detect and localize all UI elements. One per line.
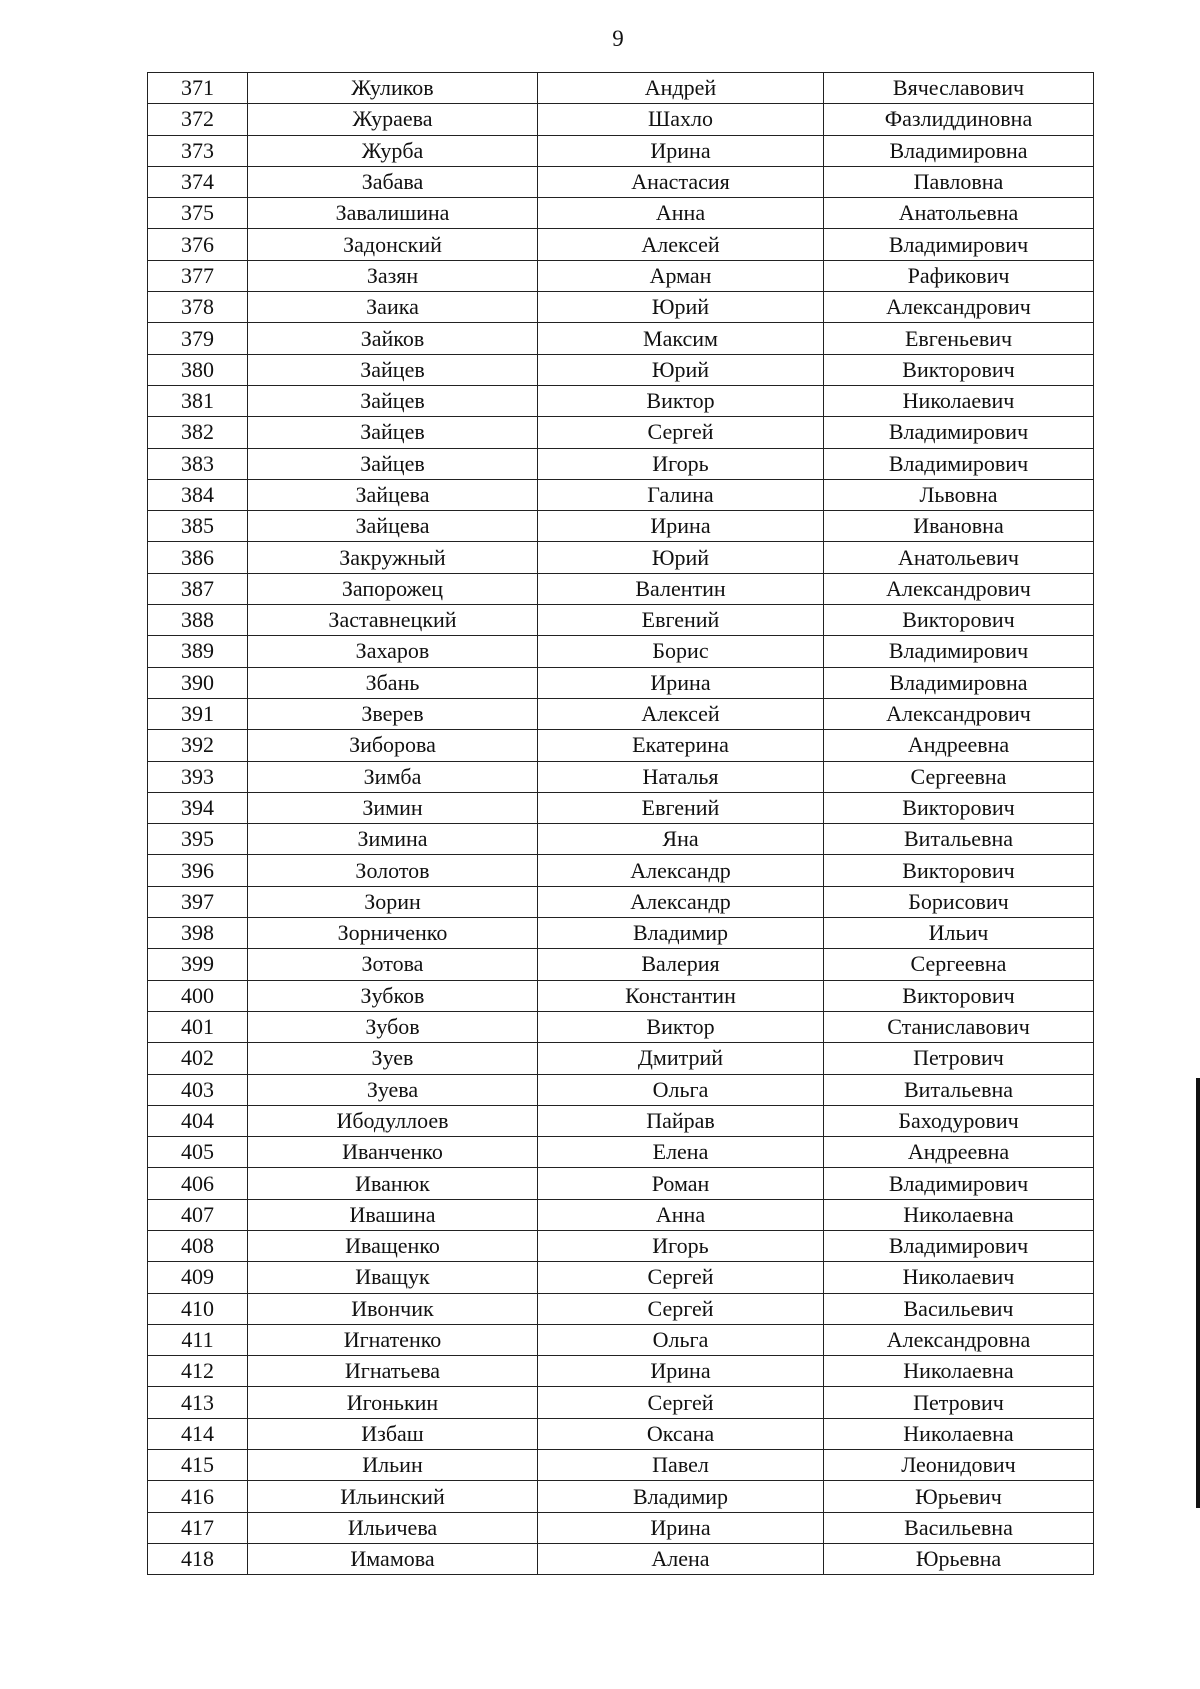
table-row	[148, 166, 1094, 197]
last-name-cell: Закружный	[248, 542, 538, 573]
table-row	[148, 949, 1094, 980]
row-number-cell: 384	[148, 479, 248, 510]
first-name-cell: Ирина	[538, 1512, 824, 1543]
patronymic-cell: Юрьевна	[824, 1543, 1094, 1574]
patronymic-cell: Борисович	[824, 886, 1094, 917]
table-row	[148, 229, 1094, 260]
last-name-cell: Игнатьева	[248, 1356, 538, 1387]
row-number-cell: 412	[148, 1356, 248, 1387]
row-number-cell: 376	[148, 229, 248, 260]
first-name-cell: Игорь	[538, 448, 824, 479]
row-number-cell: 416	[148, 1481, 248, 1512]
row-number-cell: 381	[148, 385, 248, 416]
row-number-cell: 392	[148, 730, 248, 761]
last-name-cell: Иващенко	[248, 1230, 538, 1261]
first-name-cell: Юрий	[538, 542, 824, 573]
last-name-cell: Зимба	[248, 761, 538, 792]
table-row	[148, 761, 1094, 792]
first-name-cell: Борис	[538, 636, 824, 667]
first-name-cell: Максим	[538, 323, 824, 354]
row-number-cell: 389	[148, 636, 248, 667]
patronymic-cell: Андреевна	[824, 730, 1094, 761]
patronymic-cell: Станиславович	[824, 1011, 1094, 1042]
last-name-cell: Зорниченко	[248, 918, 538, 949]
first-name-cell: Александр	[538, 886, 824, 917]
row-number-cell: 414	[148, 1418, 248, 1449]
first-name-cell: Шахло	[538, 104, 824, 135]
patronymic-cell: Витальевна	[824, 824, 1094, 855]
row-number-cell: 391	[148, 698, 248, 729]
row-number-cell: 390	[148, 667, 248, 698]
last-name-cell: Имамова	[248, 1543, 538, 1574]
patronymic-cell: Фазлиддиновна	[824, 104, 1094, 135]
row-number-cell: 402	[148, 1043, 248, 1074]
last-name-cell: Зайцев	[248, 385, 538, 416]
last-name-cell: Забава	[248, 166, 538, 197]
patronymic-cell: Витальевна	[824, 1074, 1094, 1105]
table-row	[148, 1543, 1094, 1574]
table-row	[148, 1230, 1094, 1261]
row-number-cell: 418	[148, 1543, 248, 1574]
first-name-cell: Юрий	[538, 292, 824, 323]
first-name-cell: Алексей	[538, 698, 824, 729]
roster-table	[147, 72, 1094, 1575]
patronymic-cell: Васильевич	[824, 1293, 1094, 1324]
first-name-cell: Арман	[538, 260, 824, 291]
table-row	[148, 1356, 1094, 1387]
patronymic-cell: Викторович	[824, 855, 1094, 886]
patronymic-cell: Рафикович	[824, 260, 1094, 291]
first-name-cell: Ольга	[538, 1324, 824, 1355]
last-name-cell: Жураева	[248, 104, 538, 135]
patronymic-cell: Викторович	[824, 605, 1094, 636]
table-row	[148, 1137, 1094, 1168]
last-name-cell: Иващук	[248, 1262, 538, 1293]
last-name-cell: Зотова	[248, 949, 538, 980]
first-name-cell: Сергей	[538, 1387, 824, 1418]
row-number-cell: 372	[148, 104, 248, 135]
row-number-cell: 411	[148, 1324, 248, 1355]
table-row	[148, 135, 1094, 166]
table-row	[148, 636, 1094, 667]
row-number-cell: 407	[148, 1199, 248, 1230]
last-name-cell: Ильичева	[248, 1512, 538, 1543]
table-row	[148, 792, 1094, 823]
last-name-cell: Зазян	[248, 260, 538, 291]
patronymic-cell: Александрович	[824, 292, 1094, 323]
first-name-cell: Ирина	[538, 667, 824, 698]
last-name-cell: Збань	[248, 667, 538, 698]
last-name-cell: Зубов	[248, 1011, 538, 1042]
first-name-cell: Алена	[538, 1543, 824, 1574]
last-name-cell: Иванченко	[248, 1137, 538, 1168]
first-name-cell: Александр	[538, 855, 824, 886]
patronymic-cell: Анатольевна	[824, 198, 1094, 229]
last-name-cell: Зайцева	[248, 479, 538, 510]
last-name-cell: Ильинский	[248, 1481, 538, 1512]
last-name-cell: Игнатенко	[248, 1324, 538, 1355]
first-name-cell: Виктор	[538, 385, 824, 416]
patronymic-cell: Александрович	[824, 698, 1094, 729]
table-row	[148, 1418, 1094, 1449]
last-name-cell: Золотов	[248, 855, 538, 886]
row-number-cell: 383	[148, 448, 248, 479]
last-name-cell: Зуев	[248, 1043, 538, 1074]
last-name-cell: Избаш	[248, 1418, 538, 1449]
row-number-cell: 417	[148, 1512, 248, 1543]
patronymic-cell: Николаевна	[824, 1418, 1094, 1449]
patronymic-cell: Николаевна	[824, 1356, 1094, 1387]
row-number-cell: 378	[148, 292, 248, 323]
row-number-cell: 395	[148, 824, 248, 855]
last-name-cell: Зайцева	[248, 511, 538, 542]
last-name-cell: Зиборова	[248, 730, 538, 761]
patronymic-cell: Павловна	[824, 166, 1094, 197]
patronymic-cell: Александровна	[824, 1324, 1094, 1355]
first-name-cell: Елена	[538, 1137, 824, 1168]
table-row	[148, 1512, 1094, 1543]
table-row	[148, 605, 1094, 636]
last-name-cell: Зимина	[248, 824, 538, 855]
last-name-cell: Ибодуллоев	[248, 1105, 538, 1136]
scan-edge-mark	[1196, 1078, 1200, 1508]
row-number-cell: 387	[148, 573, 248, 604]
last-name-cell: Зайцев	[248, 354, 538, 385]
patronymic-cell: Сергеевна	[824, 949, 1094, 980]
table-row	[148, 479, 1094, 510]
first-name-cell: Владимир	[538, 1481, 824, 1512]
row-number-cell: 403	[148, 1074, 248, 1105]
table-row	[148, 323, 1094, 354]
first-name-cell: Алексей	[538, 229, 824, 260]
last-name-cell: Иванюк	[248, 1168, 538, 1199]
last-name-cell: Зимин	[248, 792, 538, 823]
table-row	[148, 667, 1094, 698]
patronymic-cell: Викторович	[824, 354, 1094, 385]
table-row	[148, 1293, 1094, 1324]
patronymic-cell: Васильевна	[824, 1512, 1094, 1543]
first-name-cell: Сергей	[538, 417, 824, 448]
first-name-cell: Андрей	[538, 73, 824, 104]
row-number-cell: 401	[148, 1011, 248, 1042]
row-number-cell: 374	[148, 166, 248, 197]
table-row	[148, 73, 1094, 104]
table-row	[148, 855, 1094, 886]
first-name-cell: Игорь	[538, 1230, 824, 1261]
patronymic-cell: Ивановна	[824, 511, 1094, 542]
table-row	[148, 1199, 1094, 1230]
roster-table-body	[148, 73, 1094, 1575]
first-name-cell: Анастасия	[538, 166, 824, 197]
table-row	[148, 104, 1094, 135]
table-row	[148, 292, 1094, 323]
table-row	[148, 511, 1094, 542]
table-row	[148, 1074, 1094, 1105]
last-name-cell: Зайцев	[248, 417, 538, 448]
first-name-cell: Анна	[538, 198, 824, 229]
last-name-cell: Зайцев	[248, 448, 538, 479]
last-name-cell: Задонский	[248, 229, 538, 260]
patronymic-cell: Владимирович	[824, 417, 1094, 448]
row-number-cell: 379	[148, 323, 248, 354]
first-name-cell: Павел	[538, 1450, 824, 1481]
first-name-cell: Юрий	[538, 354, 824, 385]
row-number-cell: 400	[148, 980, 248, 1011]
first-name-cell: Евгений	[538, 792, 824, 823]
patronymic-cell: Петрович	[824, 1043, 1094, 1074]
last-name-cell: Заика	[248, 292, 538, 323]
patronymic-cell: Евгеньевич	[824, 323, 1094, 354]
table-row	[148, 448, 1094, 479]
first-name-cell: Анна	[538, 1199, 824, 1230]
row-number-cell: 397	[148, 886, 248, 917]
patronymic-cell: Викторович	[824, 980, 1094, 1011]
row-number-cell: 410	[148, 1293, 248, 1324]
row-number-cell: 405	[148, 1137, 248, 1168]
last-name-cell: Журба	[248, 135, 538, 166]
patronymic-cell: Николаевич	[824, 1262, 1094, 1293]
page-number: 9	[612, 26, 624, 51]
first-name-cell: Валентин	[538, 573, 824, 604]
patronymic-cell: Сергеевна	[824, 761, 1094, 792]
table-row	[148, 918, 1094, 949]
row-number-cell: 371	[148, 73, 248, 104]
table-row	[148, 980, 1094, 1011]
table-row	[148, 1105, 1094, 1136]
first-name-cell: Оксана	[538, 1418, 824, 1449]
last-name-cell: Жуликов	[248, 73, 538, 104]
patronymic-cell: Владимировна	[824, 667, 1094, 698]
table-row	[148, 260, 1094, 291]
first-name-cell: Роман	[538, 1168, 824, 1199]
patronymic-cell: Юрьевич	[824, 1481, 1094, 1512]
row-number-cell: 375	[148, 198, 248, 229]
row-number-cell: 385	[148, 511, 248, 542]
patronymic-cell: Владимирович	[824, 448, 1094, 479]
patronymic-cell: Николаевна	[824, 1199, 1094, 1230]
first-name-cell: Евгений	[538, 605, 824, 636]
table-row	[148, 385, 1094, 416]
row-number-cell: 408	[148, 1230, 248, 1261]
patronymic-cell: Викторович	[824, 792, 1094, 823]
patronymic-cell: Владимирович	[824, 636, 1094, 667]
table-row	[148, 1324, 1094, 1355]
patronymic-cell: Владимирович	[824, 1168, 1094, 1199]
patronymic-cell: Ильич	[824, 918, 1094, 949]
last-name-cell: Захаров	[248, 636, 538, 667]
row-number-cell: 409	[148, 1262, 248, 1293]
row-number-cell: 399	[148, 949, 248, 980]
table-row	[148, 1262, 1094, 1293]
row-number-cell: 380	[148, 354, 248, 385]
patronymic-cell: Александрович	[824, 573, 1094, 604]
row-number-cell: 386	[148, 542, 248, 573]
first-name-cell: Галина	[538, 479, 824, 510]
row-number-cell: 373	[148, 135, 248, 166]
table-row	[148, 886, 1094, 917]
patronymic-cell: Петрович	[824, 1387, 1094, 1418]
last-name-cell: Заставнецкий	[248, 605, 538, 636]
first-name-cell: Ирина	[538, 511, 824, 542]
patronymic-cell: Владимирович	[824, 229, 1094, 260]
row-number-cell: 396	[148, 855, 248, 886]
first-name-cell: Яна	[538, 824, 824, 855]
last-name-cell: Зорин	[248, 886, 538, 917]
first-name-cell: Сергей	[538, 1293, 824, 1324]
table-row	[148, 1481, 1094, 1512]
first-name-cell: Екатерина	[538, 730, 824, 761]
first-name-cell: Ирина	[538, 1356, 824, 1387]
last-name-cell: Завалишина	[248, 198, 538, 229]
patronymic-cell: Владимирович	[824, 1230, 1094, 1261]
table-row	[148, 542, 1094, 573]
first-name-cell: Владимир	[538, 918, 824, 949]
table-row	[148, 698, 1094, 729]
first-name-cell: Наталья	[538, 761, 824, 792]
patronymic-cell: Леонидович	[824, 1450, 1094, 1481]
row-number-cell: 413	[148, 1387, 248, 1418]
row-number-cell: 415	[148, 1450, 248, 1481]
last-name-cell: Запорожец	[248, 573, 538, 604]
table-row	[148, 1043, 1094, 1074]
row-number-cell: 394	[148, 792, 248, 823]
row-number-cell: 377	[148, 260, 248, 291]
first-name-cell: Пайрав	[538, 1105, 824, 1136]
last-name-cell: Зубков	[248, 980, 538, 1011]
table-row	[148, 824, 1094, 855]
table-row	[148, 1450, 1094, 1481]
patronymic-cell: Львовна	[824, 479, 1094, 510]
patronymic-cell: Николаевич	[824, 385, 1094, 416]
row-number-cell: 393	[148, 761, 248, 792]
table-row	[148, 198, 1094, 229]
first-name-cell: Дмитрий	[538, 1043, 824, 1074]
last-name-cell: Зверев	[248, 698, 538, 729]
table-row	[148, 1011, 1094, 1042]
first-name-cell: Сергей	[538, 1262, 824, 1293]
last-name-cell: Ивончик	[248, 1293, 538, 1324]
first-name-cell: Ирина	[538, 135, 824, 166]
table-row	[148, 354, 1094, 385]
patronymic-cell: Баходурович	[824, 1105, 1094, 1136]
first-name-cell: Константин	[538, 980, 824, 1011]
patronymic-cell: Вячеславович	[824, 73, 1094, 104]
table-row	[148, 573, 1094, 604]
last-name-cell: Ивашина	[248, 1199, 538, 1230]
row-number-cell: 398	[148, 918, 248, 949]
row-number-cell: 382	[148, 417, 248, 448]
row-number-cell: 388	[148, 605, 248, 636]
last-name-cell: Игонькин	[248, 1387, 538, 1418]
patronymic-cell: Андреевна	[824, 1137, 1094, 1168]
table-row	[148, 1387, 1094, 1418]
table-row	[148, 1168, 1094, 1199]
first-name-cell: Валерия	[538, 949, 824, 980]
last-name-cell: Ильин	[248, 1450, 538, 1481]
last-name-cell: Зуева	[248, 1074, 538, 1105]
patronymic-cell: Анатольевич	[824, 542, 1094, 573]
first-name-cell: Ольга	[538, 1074, 824, 1105]
first-name-cell: Виктор	[538, 1011, 824, 1042]
row-number-cell: 404	[148, 1105, 248, 1136]
last-name-cell: Зайков	[248, 323, 538, 354]
patronymic-cell: Владимировна	[824, 135, 1094, 166]
row-number-cell: 406	[148, 1168, 248, 1199]
table-row	[148, 730, 1094, 761]
table-row	[148, 417, 1094, 448]
